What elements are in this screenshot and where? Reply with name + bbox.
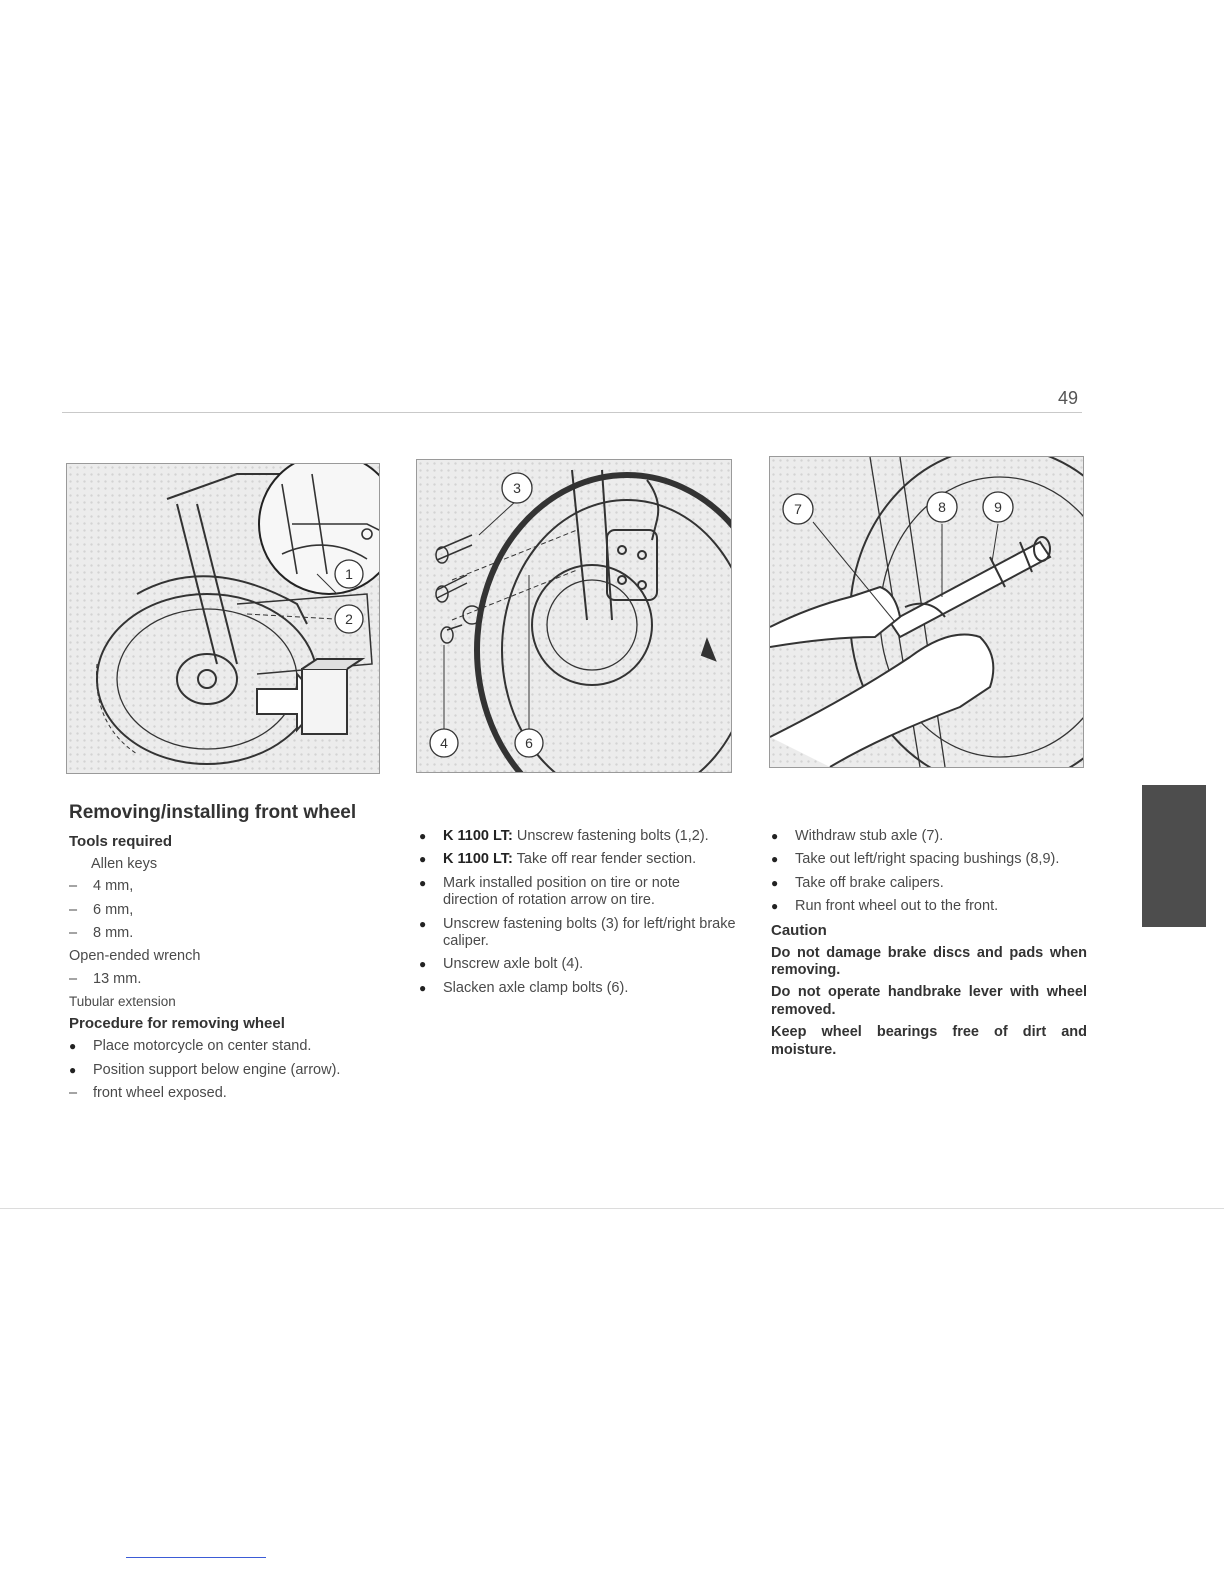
removal-step: ● Run front wheel out to the front. <box>771 898 999 915</box>
removal-step: ● K 1100 LT: Unscrew fastening bolts (1,2). <box>419 828 709 844</box>
allen-size-item: – 8 mm. <box>69 924 134 941</box>
allen-size-item: – 6 mm, <box>69 901 134 918</box>
tools-heading: Tools required <box>69 832 173 850</box>
chapter-thumb-tab <box>1142 785 1206 927</box>
procedure-step: ● Position support below engine (arrow). <box>69 1061 341 1078</box>
page-number: 49 <box>1058 388 1079 408</box>
procedure-heading: Procedure for removing wheel <box>69 1015 285 1033</box>
removal-step: ● Slacken axle clamp bolts (6). <box>419 979 629 996</box>
caution-item: Do not operate handbrake lever with wheel removed. <box>771 984 1087 1018</box>
allen-size-item: – 4 mm, <box>69 878 134 895</box>
removal-step: ● Withdraw stub axle (7). <box>771 828 944 844</box>
callout-4: 4 <box>440 735 448 751</box>
header-rule <box>62 412 1082 413</box>
removal-step: ● Unscrew fastening bolts (3) for left/right brake caliper. <box>419 915 736 949</box>
procedure-result: – front wheel exposed. <box>69 1085 227 1102</box>
wrench-label: Open-ended wrench <box>69 948 201 965</box>
callout-3: 3 <box>513 480 521 496</box>
removal-step: ● K 1100 LT: Take off rear fender section. <box>419 851 697 868</box>
procedure-step: ● Place motorcycle on center stand. <box>69 1038 312 1055</box>
callout-6: 6 <box>525 735 533 751</box>
caution-item: Do not damage brake discs and pads when removing. <box>771 944 1087 978</box>
removal-step: ● Take out left/right spacing bushings (8,9). <box>771 851 1060 868</box>
column-1 <box>69 802 389 1109</box>
section-title: Removing/installing front wheel <box>69 802 357 823</box>
blue-underline <box>126 1557 266 1558</box>
callout-8: 8 <box>938 499 946 515</box>
callout-2: 2 <box>345 611 353 627</box>
footer-rule <box>0 1208 1224 1209</box>
wrench-size-item: – 13 mm. <box>69 970 142 987</box>
callout-1: 1 <box>345 566 353 582</box>
column-2 <box>419 828 737 1003</box>
allen-keys-label: Allen keys <box>91 855 158 872</box>
figure-motorcycle-front <box>66 463 380 774</box>
removal-step: ● Unscrew axle bolt (4). <box>419 956 584 973</box>
figure-1-drawing <box>67 464 379 773</box>
removal-step: ● Mark installed position on tire or note direction of rotation arrow on tire. <box>419 874 680 909</box>
caution-heading: Caution <box>771 921 827 939</box>
figure-3-drawing <box>770 457 1083 767</box>
column-3 <box>771 828 1087 1064</box>
extension-label: Tubular extension <box>69 994 176 1010</box>
callout-7: 7 <box>794 501 802 517</box>
figure-brake-caliper <box>416 459 732 773</box>
figure-stub-axle <box>769 456 1084 768</box>
caution-item: Keep wheel bearings free of dirt and moisture. <box>771 1024 1087 1058</box>
callout-9: 9 <box>994 499 1002 515</box>
figure-2-drawing <box>417 460 731 772</box>
removal-step: ● Take off brake calipers. <box>771 874 944 891</box>
